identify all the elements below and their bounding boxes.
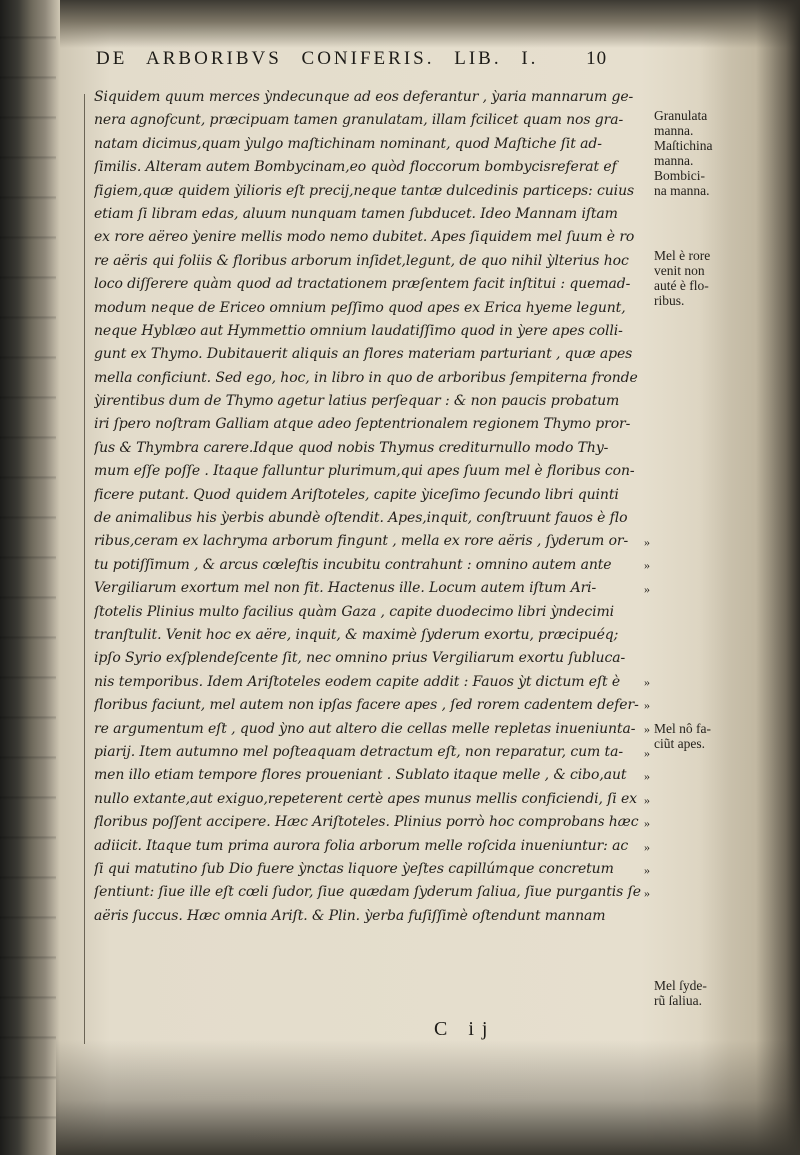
right-edge-shadow — [756, 0, 800, 1155]
quote-mark: » — [644, 558, 650, 573]
bottom-edge-shadow — [56, 1040, 800, 1155]
text-line: re argumentum eſt , quod ỳno aut altero die cellas melle repletas inueniunta- — [94, 720, 636, 737]
text-line: mella conficiunt. Sed ego, hoc, in libro in quo de arboribus ſempiterna fronde — [94, 369, 638, 386]
text-line: ficere putant. Quod quidem Ariſtoteles, capite ỳiceſimo ſecundo libri quinti — [94, 486, 619, 503]
top-edge-shadow — [60, 0, 800, 48]
text-line: modum neque de Ericeo omnium peſſimo quod apes ex Erica hyeme legunt, — [94, 299, 626, 316]
text-line: mum eſſe poſſe . Itaque falluntur plurimum,qui apes ſuum mel è floribus con- — [94, 463, 635, 480]
margin-line: Bombici- — [654, 168, 705, 183]
text-line: ỳirentibus dum de Thymo agetur latius perſequar : & non paucis probatum — [94, 393, 620, 410]
margin-line: rũ ſaliua. — [654, 993, 702, 1008]
margin-note-mel-e-rore — [654, 248, 749, 308]
page-number: 10 — [586, 48, 608, 69]
quotation-marks-c — [614, 742, 650, 906]
text-line: re aëris qui foliis & floribus arborum inſidet,legunt, de quo nihil ỳlterius hoc — [94, 252, 629, 269]
margin-line: auté è flo- — [654, 278, 709, 293]
header-word: I. — [521, 48, 539, 69]
text-line: ribus,ceram ex lachryma arborum fingunt , mella ex rore aëris , ſyderum or- — [94, 533, 629, 550]
quotation-marks-b — [614, 671, 650, 741]
text-line: piarij. Item autumno mel poſteaquam detractum eſt, non reparatur, cum ta- — [94, 743, 623, 760]
margin-line: Mel è rore — [654, 248, 711, 263]
text-line: nera agnofcunt, præcipuam tamen granulatam, illam fcilicet quam nos gra- — [94, 112, 624, 129]
margin-line: na manna. — [654, 183, 710, 198]
text-line: men illo etiam tempore flores proueniant . Sublato itaque melle , & cibo,aut — [94, 767, 627, 784]
margin-line: Mel ſyde- — [654, 978, 707, 993]
text-line: etiam ſi libram edas, aluum nunquam tamen ſubducet. Ideo Mannam iſtam — [94, 205, 618, 222]
text-line: ſentiunt: ſiue ille eſt cœli ſudor, ſiue quædam ſyderum ſaliua, ſiue purgantis ſe — [94, 884, 641, 901]
text-line: tranſtulit. Venit hoc ex aëre, inquit, & maximè ſyderum exortu, præcipuéq; — [94, 626, 619, 643]
quote-mark: » — [644, 816, 650, 831]
text-line: ſtotelis Plinius multo facilius quàm Gaza , capite duodecimo libri ỳndecimi — [94, 603, 615, 620]
text-line: nullo extante,aut exiguo,repeterent certè apes munus mellis conficiendi, ſi ex — [94, 790, 637, 807]
quote-mark: » — [644, 769, 650, 784]
quote-mark: » — [644, 675, 650, 689]
text-line: nis temporibus. Idem Ariſtoteles eodem capite addit : Fauos ỳt dictum eſt è — [94, 673, 621, 690]
running-header — [96, 48, 696, 78]
header-word: ARBORIBVS — [146, 48, 282, 69]
quote-mark: » — [644, 535, 650, 549]
text-line: gunt ex Thymo. Dubitauerit aliquis an flores materiam parturiant , quæ apes — [94, 346, 633, 363]
margin-note-mel-non-faciunt — [654, 721, 749, 751]
text-line: floribus poſſent accipere. Hæc Ariſtoteles. Plinius porrò hoc comprobans hæc — [94, 814, 639, 831]
margin-line: Granulata — [654, 108, 708, 123]
header-word: CONIFERIS. — [301, 48, 435, 69]
signature-mark: C ij — [434, 1018, 496, 1040]
quotation-marks-a — [614, 531, 650, 601]
quote-mark: » — [644, 721, 650, 736]
text-line: adiicit. Itaque tum prima aurora folia arborum melle roſcida inueniuntur: ac — [94, 837, 629, 854]
body-text — [94, 86, 650, 928]
text-line: ex rore aëreo ỳenire mellis modo nemo dubitet. Apes ſiquidem mel ſuum è ro — [94, 229, 635, 246]
text-line: figiem,quæ quidem ỳilioris eſt precij,neque tantæ dulcedinis particeps: cuius — [94, 182, 635, 199]
margin-note-granulata — [654, 108, 749, 198]
margin-line: ribus. — [654, 293, 685, 308]
margin-line: manna. — [654, 123, 694, 138]
margin-line: manna. — [654, 153, 694, 168]
margin-line: Maſtichina — [654, 138, 713, 153]
margin-note-mel-syderum — [654, 978, 749, 1008]
quote-mark: » — [644, 792, 650, 807]
text-line: ſus & Thymbra carere.Idque quod nobis Thymus crediturnullo modo Thy- — [94, 439, 609, 456]
text-line: ipſo Syrio exſplendeſcente ſit, nec omnino prius Vergiliarum exortu ſubluca- — [94, 650, 626, 667]
header-word: DE — [96, 48, 128, 69]
text-line: tu potiſſimum , & arcus cœleſtis incubitu contrahunt : omnino autem ante — [94, 556, 612, 573]
quote-mark: » — [644, 581, 650, 596]
quote-mark: » — [644, 886, 650, 901]
text-line: iri ſpero noſtram Galliam atque adeo ſeptentrionalem regionem Thymo pror- — [94, 416, 631, 433]
quote-mark: » — [644, 746, 650, 760]
text-line: de animalibus his ỳerbis abundè oſtendit. Apes,inquit, conſtruunt fauos è flo — [94, 510, 628, 527]
text-line: Vergiliarum exortum mel non fit. Hactenus ille. Locum autem iſtum Ari- — [94, 580, 597, 597]
text-line: ſimilis. Alteram autem Bombycinam,eo quòd floccorum bombycisreferat ef — [94, 159, 617, 176]
margin-line: Mel nô fa- — [654, 721, 711, 736]
margin-line: ciũt apes. — [654, 736, 705, 751]
text-line: ſi qui matutino ſub Dio fuere ỳnctas liquore ỳeſtes capillúmque concretum — [94, 860, 614, 877]
text-line: Siquidem quum merces ỳndecunque ad eos deferantur , ỳaria mannarum ge- — [94, 89, 634, 105]
quote-mark: » — [644, 698, 650, 713]
text-line: loco diſſerere quàm quod ad tractationem præſentem facit inſtitui : quemad- — [94, 276, 631, 293]
quote-mark: » — [644, 863, 650, 878]
left-margin-rule — [84, 94, 85, 1044]
margin-line: venit non — [654, 263, 705, 278]
text-line: neque Hyblæo aut Hymmettio omnium laudatiſſimo quod in ỳere apes colli- — [94, 322, 623, 339]
text-line: floribus faciunt, mel autem non ipſas facere apes , ſed rorem cadentem defer- — [94, 697, 639, 714]
header-word: LIB. — [454, 48, 502, 69]
text-line: aëris ſuccus. Hæc omnia Ariſt. & Plin. ỳerba fuſiſſimè oſtendunt mannam — [94, 907, 606, 924]
quote-mark: » — [644, 839, 650, 854]
text-line: natam dicimus,quam ỳulgo maſtichinam nominant, quod Maſtiche ſit ad- — [94, 135, 602, 152]
facing-page-gutter — [0, 0, 56, 1155]
